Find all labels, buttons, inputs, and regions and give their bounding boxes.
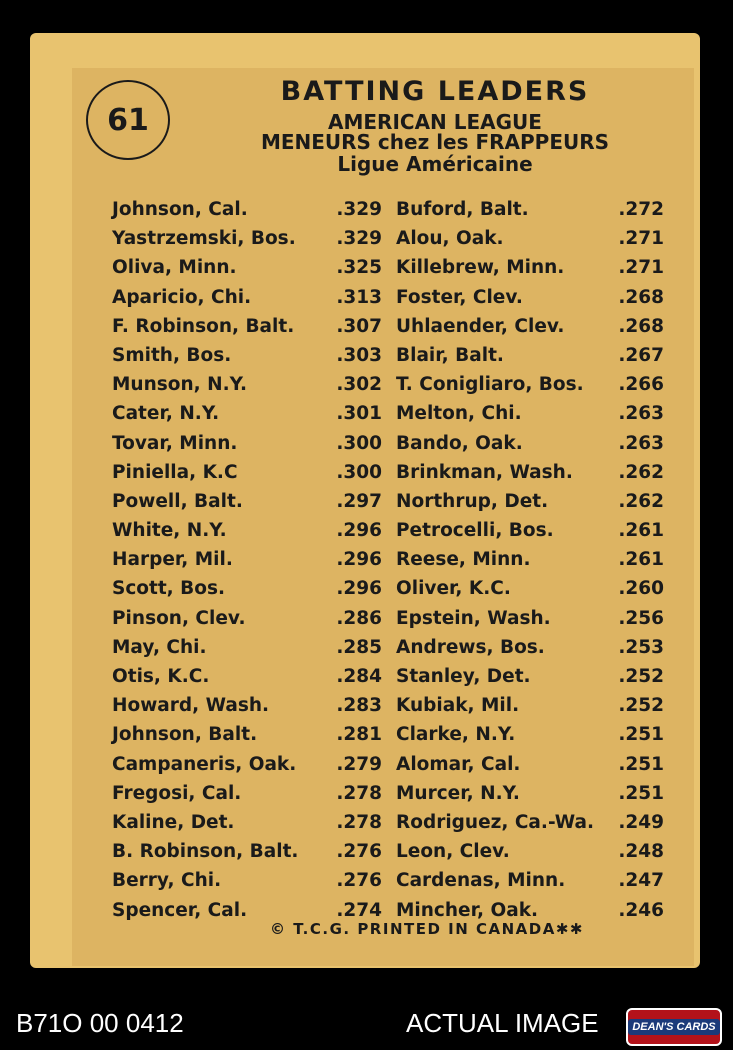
player-name: Kaline, Det. [112,811,235,833]
player-name: Alomar, Cal. [396,753,521,775]
player-name: Alou, Oak. [396,228,504,250]
leader-row [112,866,382,895]
leaders-column-right [396,195,664,925]
player-name: Northrup, Det. [396,490,549,512]
leader-row [112,808,382,837]
batting-average: .296 [336,520,382,542]
batting-average: .296 [336,578,382,600]
batting-average: .296 [336,549,382,571]
leader-row [112,341,382,370]
batting-average: .251 [618,724,664,746]
batting-average: .274 [336,899,382,921]
leader-row [112,662,382,691]
batting-average: .276 [336,841,382,863]
player-name: Harper, Mil. [112,549,233,571]
batting-average: .267 [618,344,664,366]
leader-row [396,662,664,691]
leader-row [396,429,664,458]
leader-row [112,224,382,253]
player-name: Tovar, Minn. [112,432,238,454]
batting-average: .278 [336,782,382,804]
league-english: AMERICAN LEAGUE [328,110,542,134]
leader-row [396,516,664,545]
batting-average: .278 [336,811,382,833]
leader-row [112,370,382,399]
player-name: Buford, Balt. [396,199,529,220]
player-name: Fregosi, Cal. [112,782,242,804]
card-title: BATTING LEADERS [280,76,590,107]
leader-row [112,837,382,866]
deans-cards-logo [626,1008,722,1046]
leader-row [396,312,664,341]
player-name: Epstein, Wash. [396,607,551,629]
leader-row [396,808,664,837]
leader-row [396,633,664,662]
copyright-footer: © T.C.G. PRINTED IN CANADA✱✱ [270,920,584,938]
leader-row [396,253,664,282]
leader-row [112,283,382,312]
batting-average: .252 [618,666,664,687]
player-name: Uhlaender, Clev. [396,315,565,337]
player-name: Rodriguez, Ca.-Wa. [396,811,595,833]
player-name: Oliva, Minn. [112,257,237,279]
batting-average: .262 [618,490,664,512]
actual-image-label: ACTUAL IMAGE [406,1008,599,1038]
player-name: Aparicio, Chi. [112,286,252,308]
leader-row [396,458,664,487]
player-name: Berry, Chi. [112,870,222,892]
leader-row [112,604,382,633]
leader-row [112,691,382,720]
player-name: Oliver, K.C. [396,578,511,600]
card-number: 61 [107,102,149,138]
player-name: Spencer, Cal. [112,899,248,921]
player-name: Cardenas, Minn. [396,870,566,892]
batting-average: .266 [618,374,664,396]
batting-average: .329 [336,199,382,220]
player-name: Reese, Minn. [396,549,531,571]
leader-row [112,574,382,603]
batting-average: .251 [618,753,664,775]
batting-average: .325 [336,257,382,279]
leader-row [396,341,664,370]
batting-average: .249 [618,811,664,833]
player-name: Bando, Oak. [396,432,523,454]
leader-row [396,283,664,312]
leader-row [396,750,664,779]
batting-average: .261 [618,520,664,542]
player-name: Killebrew, Minn. [396,257,565,279]
leader-row [112,779,382,808]
leader-row [396,399,664,428]
batting-average: .283 [336,695,382,717]
batting-average: .246 [618,899,664,921]
player-name: Scott, Bos. [112,578,226,600]
leader-row [396,837,664,866]
leader-row [396,604,664,633]
batting-average: .271 [618,257,664,279]
leader-row [112,312,382,341]
batting-average: .261 [618,549,664,571]
player-name: White, N.Y. [112,520,227,542]
leader-row [396,691,664,720]
player-name: Cater, N.Y. [112,403,220,425]
card-number-badge [86,80,170,160]
leader-row [112,720,382,749]
player-name: Munson, N.Y. [112,374,247,396]
batting-average: .251 [618,782,664,804]
leader-row [112,195,382,224]
batting-average: .272 [618,199,664,220]
batting-average: .260 [618,578,664,600]
player-name: Howard, Wash. [112,695,270,717]
player-name: Leon, Clev. [396,841,510,863]
leader-row [112,516,382,545]
leader-row [396,545,664,574]
player-name: Johnson, Balt. [112,724,258,746]
batting-average: .263 [618,403,664,425]
leader-row [396,487,664,516]
batting-average: .303 [336,344,382,366]
batting-average: .276 [336,870,382,892]
batting-average: .252 [618,695,664,717]
player-name: Smith, Bos. [112,344,232,366]
leader-row [396,574,664,603]
player-name: Powell, Balt. [112,490,243,512]
player-name: B. Robinson, Balt. [112,841,299,863]
batting-average: .284 [336,666,382,687]
leader-row [396,195,664,224]
player-name: Melton, Chi. [396,403,522,425]
batting-average: .286 [336,607,382,629]
batting-average: .313 [336,286,382,308]
batting-average: .302 [336,374,382,396]
player-name: May, Chi. [112,636,207,658]
catalog-id: B71O 00 0412 [16,1008,184,1038]
batting-average: .329 [336,228,382,250]
player-name: Campaneris, Oak. [112,753,297,775]
leader-row [112,487,382,516]
batting-average: .262 [618,461,664,483]
batting-average: .247 [618,870,664,892]
logo-text: DEAN'S CARDS [628,1019,719,1035]
player-name: Murcer, N.Y. [396,782,520,804]
leaders-column-left [112,195,382,925]
leader-row [396,224,664,253]
player-name: Andrews, Bos. [396,636,545,658]
batting-average: .297 [336,490,382,512]
batting-average: .279 [336,753,382,775]
batting-average: .253 [618,636,664,658]
batting-average: .268 [618,286,664,308]
player-name: Piniella, K.C [112,461,238,483]
batting-average: .256 [618,607,664,629]
player-name: Pinson, Clev. [112,607,246,629]
player-name: Petrocelli, Bos. [396,520,554,542]
batting-average: .263 [618,432,664,454]
batting-average: .301 [336,403,382,425]
leader-row [396,866,664,895]
leader-row [112,633,382,662]
batting-average: .271 [618,228,664,250]
leader-row [112,545,382,574]
player-name: Yastrzemski, Bos. [112,228,296,250]
leader-row [112,429,382,458]
leader-row [112,253,382,282]
batting-average: .307 [336,315,382,337]
player-name: Clarke, N.Y. [396,724,516,746]
title-french: MENEURS chez les FRAPPEURS [260,130,610,154]
batting-average: .285 [336,636,382,658]
player-name: T. Conigliaro, Bos. [396,374,584,396]
player-name: Blair, Balt. [396,344,504,366]
batting-average: .281 [336,724,382,746]
player-name: Foster, Clev. [396,286,523,308]
player-name: Stanley, Det. [396,666,531,687]
leader-row [112,399,382,428]
player-name: Johnson, Cal. [112,199,248,220]
leader-row [396,370,664,399]
leader-row [396,779,664,808]
leader-row [112,750,382,779]
batting-average: .300 [336,461,382,483]
player-name: Kubiak, Mil. [396,695,520,717]
player-name: Otis, K.C. [112,666,210,687]
batting-average: .268 [618,315,664,337]
batting-average: .300 [336,432,382,454]
player-name: Mincher, Oak. [396,899,539,921]
leader-row [112,458,382,487]
league-french: Ligue Américaine [337,152,533,176]
batting-average: .248 [618,841,664,863]
player-name: Brinkman, Wash. [396,461,573,483]
player-name: F. Robinson, Balt. [112,315,295,337]
leader-row [396,720,664,749]
